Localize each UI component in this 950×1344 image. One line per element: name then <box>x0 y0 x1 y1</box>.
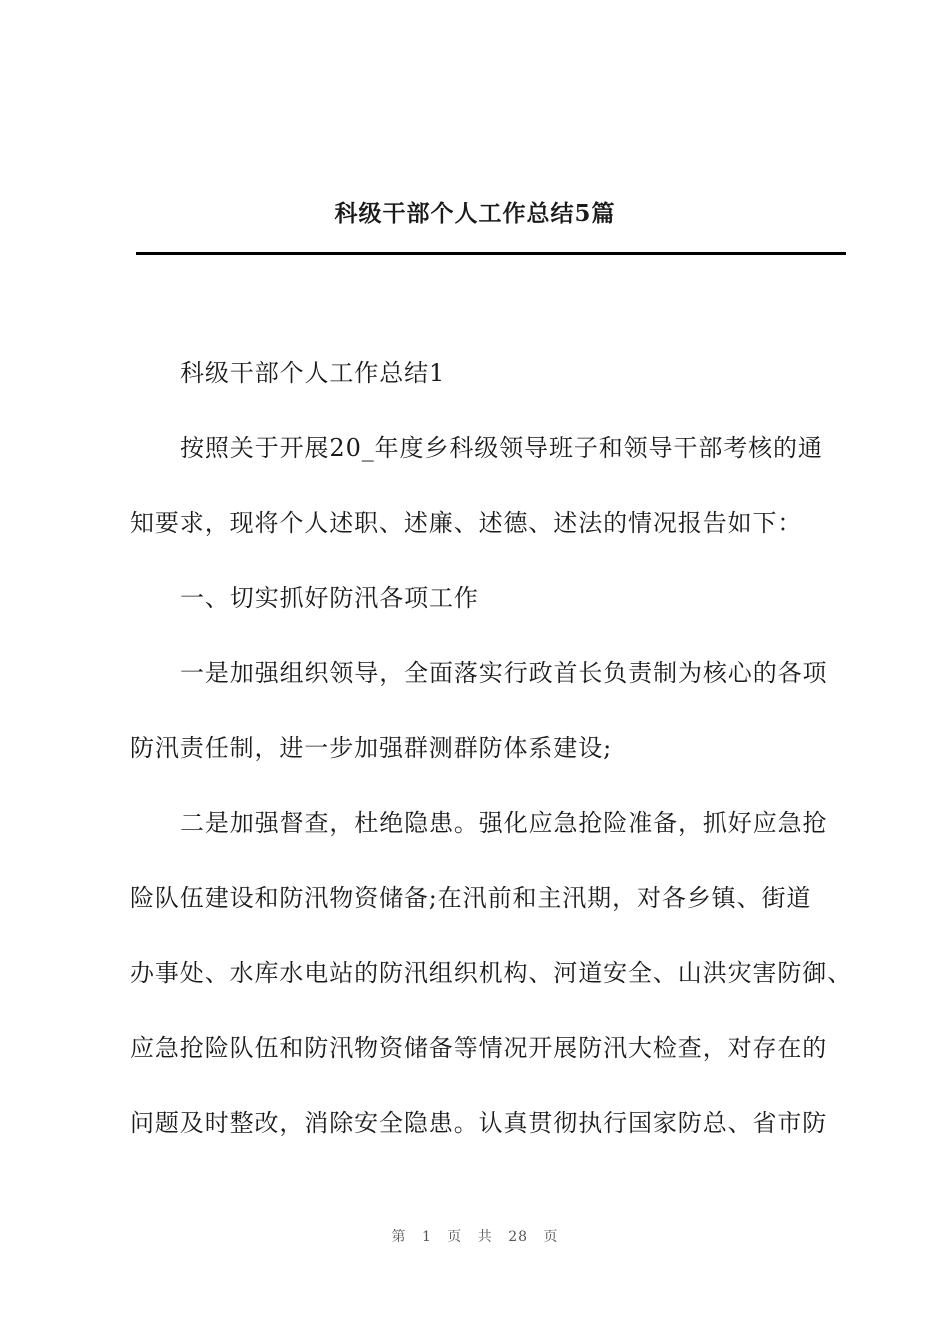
section-heading: 一、切实抓好防汛各项工作 <box>180 584 479 612</box>
paragraph-line: 一是加强组织领导，全面落实行政首长负责制为核心的各项 <box>180 659 828 687</box>
section-heading: 科级干部个人工作总结1 <box>180 359 446 387</box>
title-underline <box>136 252 846 255</box>
paragraph-line: 应急抢险队伍和防汛物资储备等情况开展防汛大检查，对存在的 <box>130 1034 828 1062</box>
paragraph-line: 防汛责任制，进一步加强群测群防体系建设; <box>130 734 613 762</box>
page-number-footer: 第 1 页 共 28 页 <box>391 1229 559 1245</box>
paragraph-line: 二是加强督查，杜绝隐患。强化应急抢险准备，抓好应急抢 <box>180 809 828 837</box>
paragraph-line: 办事处、水库水电站的防汛组织机构、河道安全、山洪灾害防御、 <box>130 959 853 987</box>
document-title: 科级干部个人工作总结5篇 <box>334 200 616 227</box>
paragraph-line: 按照关于开展20_年度乡科级领导班子和领导干部考核的通 <box>180 434 823 462</box>
paragraph-line: 知要求，现将个人述职、述廉、述德、述法的情况报告如下： <box>130 509 803 537</box>
document-body <box>130 336 853 1161</box>
paragraph-line: 问题及时整改，消除安全隐患。认真贯彻执行国家防总、省市防 <box>130 1109 828 1137</box>
paragraph-line: 险队伍建设和防汛物资储备;在汛前和主汛期，对各乡镇、街道 <box>130 884 812 912</box>
